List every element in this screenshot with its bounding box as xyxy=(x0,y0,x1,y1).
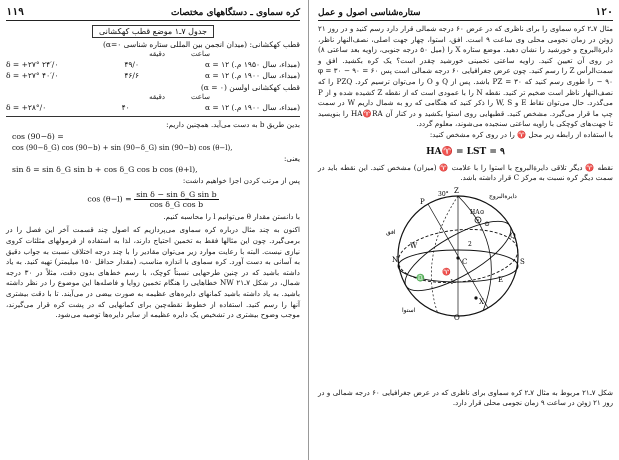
lst-formula: HA♈ = LST = ۹ xyxy=(426,146,505,157)
label-c: C xyxy=(462,257,468,266)
label-q: Q xyxy=(510,231,516,240)
label-ecliptic: دایرةالبروج xyxy=(489,192,517,200)
left-page xyxy=(0,0,309,460)
left-running-head: کره سماوی ـ دستگاههای مختصات xyxy=(170,8,300,18)
hour-circle-2 xyxy=(431,196,458,314)
label-equator: استوا xyxy=(402,306,416,314)
label-2: 2 xyxy=(468,240,472,248)
table-section-1-label: قطب کهکشانی: (میدان انجمن بین المللی ستاره شناسی α=۰) xyxy=(102,40,300,49)
yani-text: یعنی: xyxy=(283,153,300,163)
right-page-header xyxy=(318,4,613,21)
example-text: مثال ۷ـ۲ کره سماوی را برای ناظری که در عرض ۶۰ درجه شمالی قرار دارد رسم کنید و در روز ۲۱ ژوئن در زمان نجومی محلی وی ساعت ۹ است. افق، استوا، چهار جهت اصلی، نصف‌النهار ناظر، دایرةالبروج و خورشید را نشان دهید. موضع ستاره X را (میل ۵۰ درجه جنوبی، زاویه بعد ساعتی ۸) در روی آن تعیین کنید. زاویه ساعتی تخمینی خورشید چقدر است؟ یک کره بکشید. افق و سمت‌الرأس Z را رسم کنید. چون عرض جغرافیایی ۶۰ درجه شمالی است پس ۶۰ = ۹۰ − ۳۰ = φ − ۹۰ را طوری رسم کنید که ۳۰ = PZ باشد. پس از Q و O را می‌توان ترسیم کرد. PZQ را که نصف‌النهار ناظر است ضخیم تر کنید. نقطه N را با عمودی است که از نقطه Z کشیده شده و از P می‌گذرد. حال می‌توان نقاط E و W, S را ذکر کنید که هنگامی که رو به شمال داریم W در سمت چپ ما قرار می‌گیرد. مشخص کنید. قطبهایی روی استوا بکشید و در کنار آن HA♈RA را بنویسید تا جهت‌های کوچکی با زاویه ساعتی سنجیده می‌شوند، معلوم گردد. xyxy=(318,24,614,129)
body-paragraph: اکنون به چند مثال درباره کره سماوی می‌پردازیم که اصول چند قسمت آخر این فصل را در برمی‌گیرد. چون این مثالها فقط به تخمین احتیاج دارند، لذا به استفاده از فرمولهای مثلثات کروی نیازی نیست. البته با رعایت موارد زیر می‌توان مقادیر را با چند درجه اختلاف نسبت به جواب دقیق به آسانی به دست آورد. کره سماوی با اندازه مناسب، (مقدار حداقل ۱۵۰ میلیمتر) تهیه کنید. به یاد داشته باشید که در چنین طرحهایی نسبتاً کوچک، با رسم خط‌های بدون دقت، مثلاً در ۳۰ درجه شمال، در شکل ۷ـ۲۱ NW خطاهایی را هنگام تخمین زوایا و فاصله‌ها این موضوع را در نظر داشته باشید. به یاد داشته باشید کمانهای دایره‌های عظیمه به صورت بیضی در می‌آیند. تا با دقت بیشتری آنها را رسم کنید. استفاده از خطوط نقطه‌چین برای کمانهایی که در پشت کره قرار می‌گیرند، موجب وضوح بیشتری در تشخیص یک دایره عظیمه از سایر دایره‌ها توصیه می‌شود. xyxy=(6,225,301,320)
label-z: Z xyxy=(454,186,459,195)
label-o: O xyxy=(454,313,460,321)
label-n: N xyxy=(392,255,399,264)
table-section-2-label: قطب کهکشانی اولسن (α = ۰) xyxy=(200,83,300,92)
right-page-number: ۱۲۰ xyxy=(594,7,613,18)
equation-4-denominator: cos δ_G cos b xyxy=(149,199,204,209)
right-running-head: ستاره‌شناسی اصول و عمل xyxy=(318,8,421,18)
right-page xyxy=(310,0,619,460)
after-formula-text: نقطه ♈ دیگر تلاقی دایرةالبروج با استوا را با علامت ♈ (میزان) مشخص کنید. این نقطه باید در سمت دیگر کره نسبت به مرکز C قرار داشته باشد. xyxy=(318,162,613,183)
table-header: ساعت دقیقه xyxy=(149,93,210,101)
figure-caption: شکل ۷ـ۲۱ مربوط به مثال ۷ـ۲ کره سماوی برای ناظری که در عرض جغرافیایی ۶۰ درجه شمالی و در روز ۲۱ ژوئن در ساعت ۹ زمان نجومی محلی قرار دارد. xyxy=(318,388,613,407)
table-header: ساعت دقیقه xyxy=(149,50,210,58)
then-text: پس از مرتب کردن اجزا خواهیم داشت: xyxy=(182,176,300,186)
label-aries: ♈ xyxy=(442,267,451,276)
label-p: P xyxy=(420,197,425,206)
celestial-sphere-diagram xyxy=(358,186,558,386)
table-row: (مبداء، سال ۱۹۰۰ م.) α = ۱۲ ۴۰ δ = +۲۸°/۰ xyxy=(6,103,300,112)
equation-4-numerator: sin δ − sin δ_G sin b xyxy=(136,189,217,199)
table-rule xyxy=(6,116,300,117)
label-e: E xyxy=(498,275,504,284)
label-x: X xyxy=(479,297,484,306)
closing-text: با دانستن مقدار θ می‌توانیم l را محاسبه کنیم. xyxy=(163,211,300,221)
label-sun: ⊙ xyxy=(484,219,490,228)
equation-1: cos (90−δ) = xyxy=(12,131,64,141)
center-point xyxy=(456,256,459,259)
table-row: (مبداء، سال ۱۹۰۰ م.) α = ۱۲ ۴۶/۶ δ = +۲۷° ۴۰′/۰ xyxy=(6,71,300,80)
lst-text: با استفاده از رابطه زیر محل ♈ را در روی کره مشخص کنید: xyxy=(429,129,613,139)
equation-3: sin δ = sin δ_G sin b + cos δ_G cos b cos (θ+l), xyxy=(12,165,198,175)
label-horizon: افق xyxy=(386,228,396,236)
star-x-marker xyxy=(474,296,477,299)
intro-text: بدین طریق b به دست می‌آید. همچنین داریم: xyxy=(166,120,300,129)
left-page-number: ۱۱۹ xyxy=(6,7,25,18)
equation-2: cos (90−δ_G) cos (90−b) + sin (90−δ_G) sin (90−b) cos (θ−l), xyxy=(12,143,233,152)
table-row: (مبداء، سال ۱۹۵۰ م.) α = ۱۲ ۴۹/۰ δ = +۲۷° ۲۴′/۰ xyxy=(6,60,300,69)
left-page-header xyxy=(6,4,300,21)
label-s: S xyxy=(520,257,525,266)
label-1: 1 xyxy=(450,278,454,286)
label-30deg: 30° xyxy=(438,190,449,198)
label-w: W xyxy=(410,241,418,250)
label-libra: ♎ xyxy=(416,273,425,282)
equation-4: cos (θ−l) = $\frac{\text{sin δ − sin δ\_G sin b}}{\text{cos δ\_G cos b}}$ xyxy=(87,189,217,209)
table-title: جدول ۷ـ۱ موضع قطب کهکشانی xyxy=(6,27,300,36)
label-ha-sun: HA⊙ xyxy=(470,208,485,216)
celestial-sphere-svg xyxy=(358,186,558,321)
